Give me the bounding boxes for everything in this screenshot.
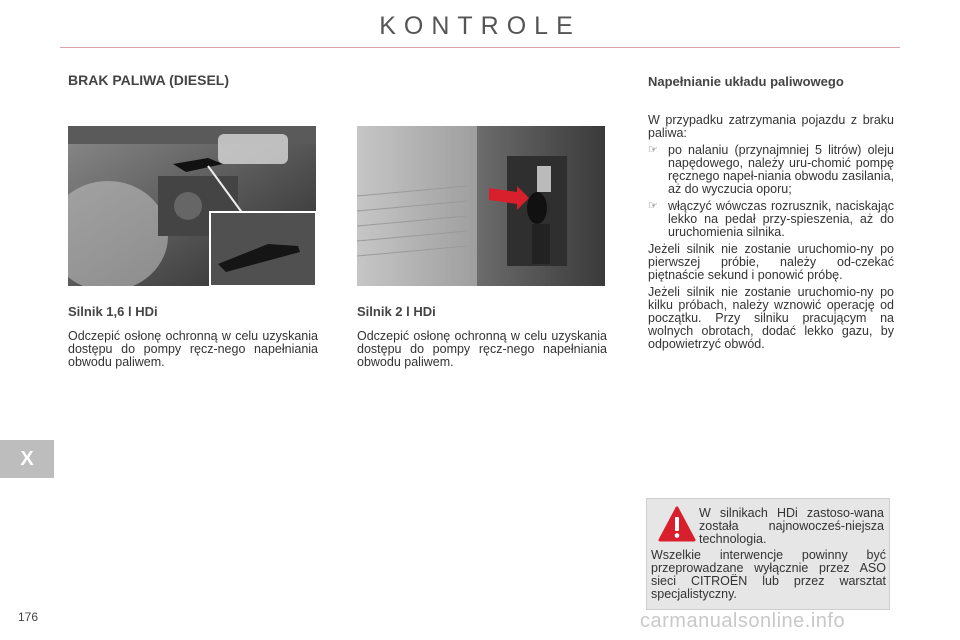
engine-2-0-text: Odczepić osłonę ochronną w celu uzyskania dostępu do pompy ręcz-nego napełniania obwodu paliwem. — [357, 329, 607, 369]
engine-2-0-photo — [357, 126, 605, 286]
engine-1-6-illustration — [68, 126, 316, 286]
restart-paragraph: Jeżeli silnik nie zostanie uruchomio-ny po kilku próbach, należy wznowić operację od początku. Przy silniku pracującym na wolnych obrotach, dodać lekko gazu, by odpowietrzyć obwód. — [648, 285, 894, 351]
list-item — [648, 144, 894, 196]
engine-1-6-text: Odczepić osłonę ochronną w celu uzyskania dostępu do pompy ręcz-nego napełniania obwodu paliwem. — [68, 329, 318, 369]
pointing-hand-icon: ☞ — [648, 200, 658, 212]
chapter-tab — [0, 440, 54, 478]
page-number: 176 — [18, 610, 39, 624]
fuel-priming-instructions — [648, 114, 894, 355]
retry-paragraph: Jeżeli silnik nie zostanie uruchomio-ny po pierwszej próbie, należy od-czekać piętnaście sekund i ponowić próbę. — [648, 242, 894, 282]
warning-text-top: W silnikach HDi zastoso-wana została najnowocześ-niejsza technologia. — [699, 506, 884, 546]
engine-2-0-subtitle: Silnik 2 l HDi — [357, 304, 436, 319]
bullet-text: włączyć wówczas rozrusznik, naciskając lekko na pedał przy-spieszenia, aż do uruchomienia silnika. — [668, 199, 894, 239]
engine-1-6-photo — [68, 126, 316, 286]
bullet-text: po nalaniu (przynajmniej 5 litrów) oleju napędowego, należy uru-chomić pompę ręcznego napeł-niania obwodu zasilania, aż do wyczucia oporu; — [668, 143, 894, 196]
engine-1-6-subtitle: Silnik 1,6 l HDi — [68, 304, 158, 319]
header-divider — [60, 47, 900, 48]
list-item — [648, 200, 894, 239]
exclamation-warning-icon — [657, 505, 697, 545]
section-title: BRAK PALIWA (DIESEL) — [68, 72, 229, 88]
watermark: carmanualsonline.info — [640, 610, 846, 632]
chapter-tab-letter: X — [20, 448, 34, 470]
pointing-hand-icon: ☞ — [648, 144, 658, 156]
warning-text-bottom: Wszelkie interwencje powinny być przeprowadzane wyłącznie przez ASO sieci CITROËN lub przez warsztat specjalistyczny. — [651, 548, 886, 601]
page-title: KONTROLE — [379, 12, 581, 40]
engine-2-0-illustration — [357, 126, 605, 286]
intro-paragraph: W przypadku zatrzymania pojazdu z braku paliwa: — [648, 113, 894, 140]
warning-box — [646, 498, 890, 610]
fuel-priming-title: Napełnianie układu paliwowego — [648, 74, 844, 89]
